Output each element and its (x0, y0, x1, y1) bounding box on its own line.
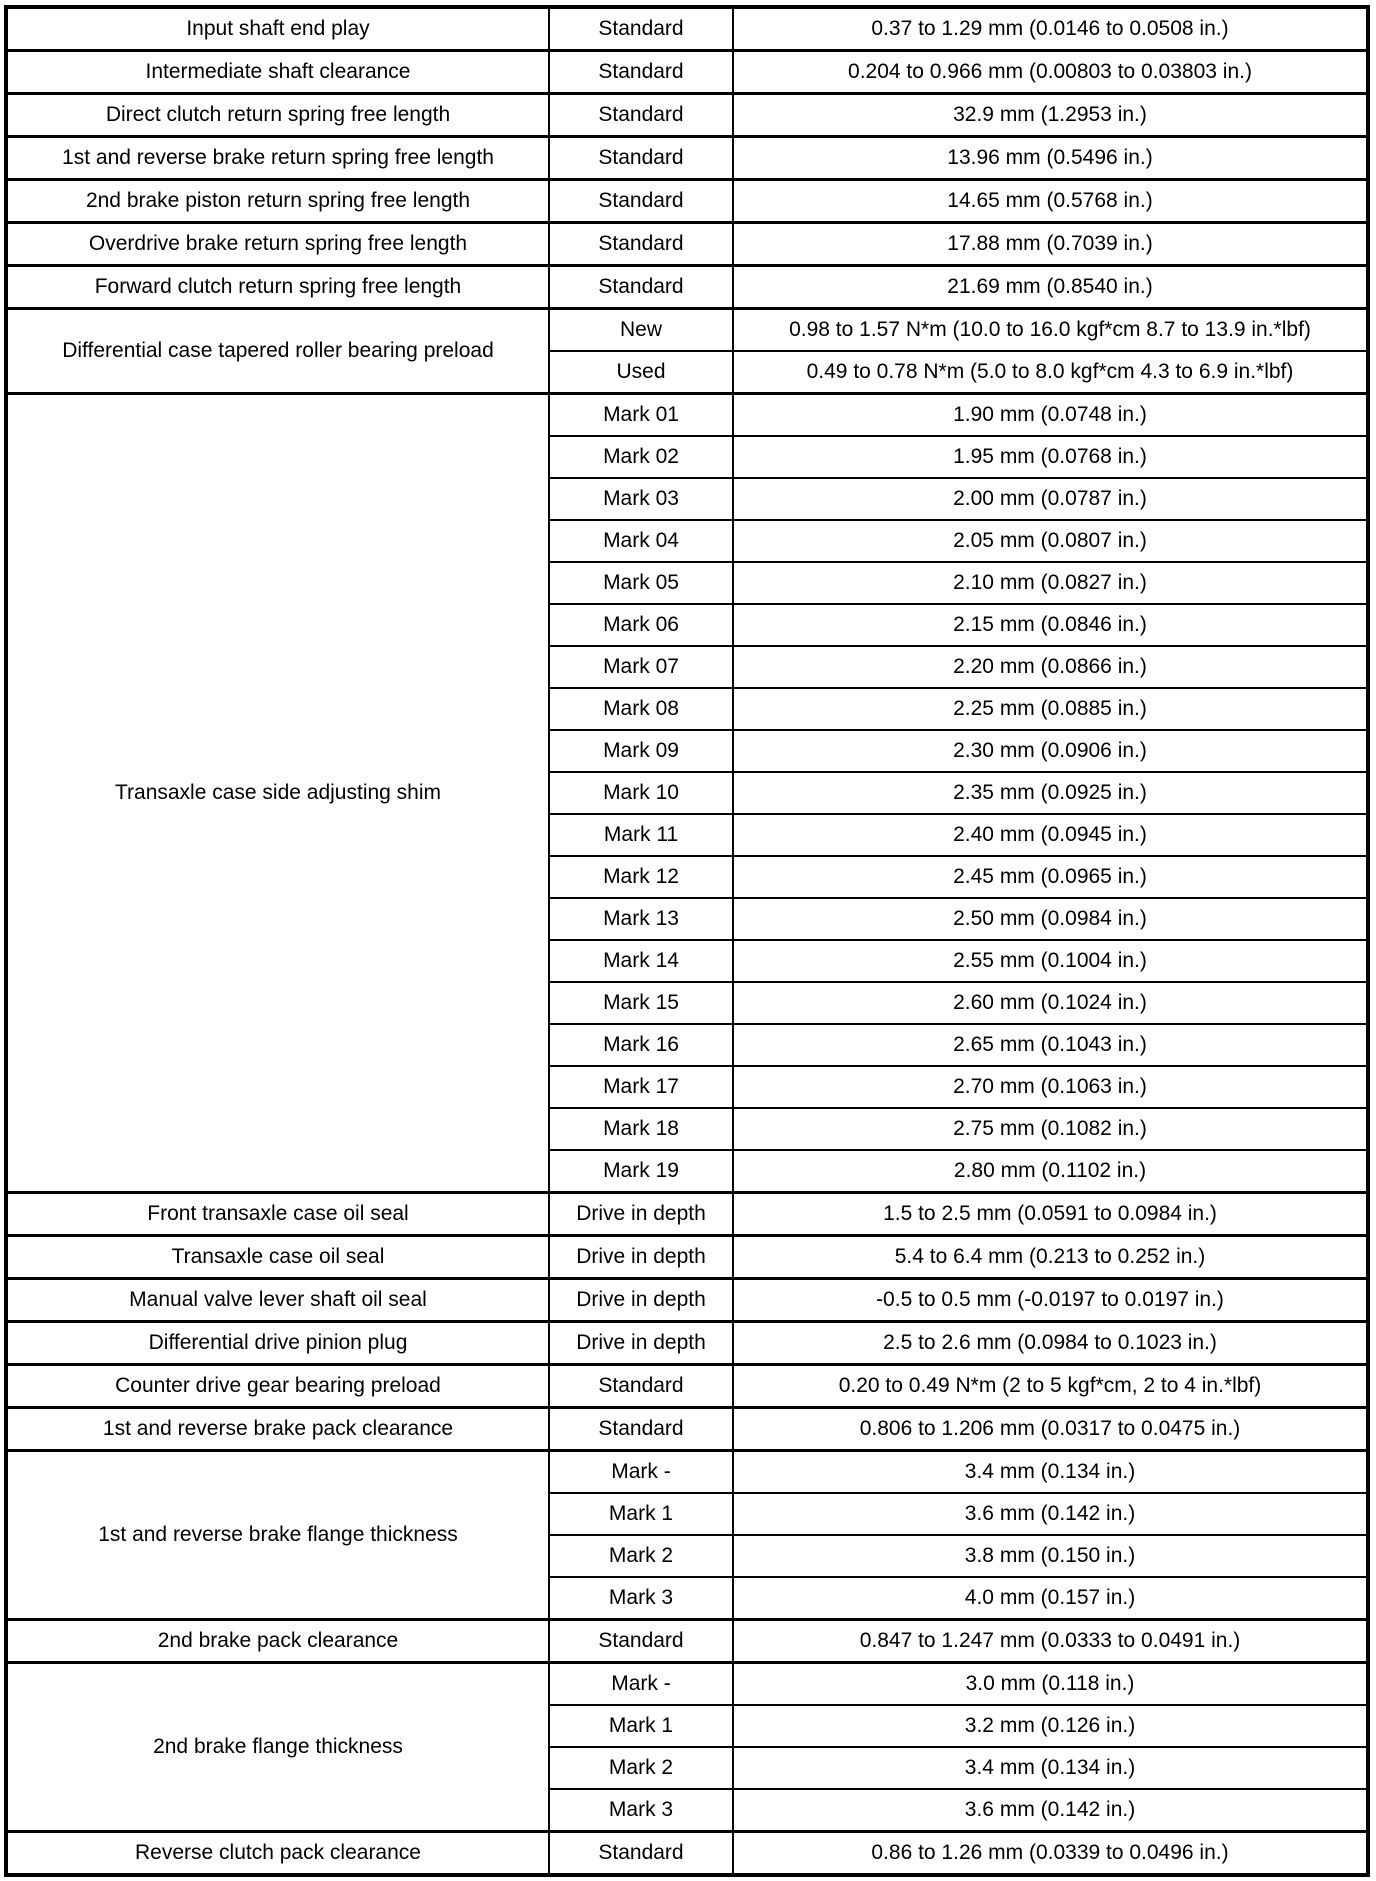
table-row (6, 1236, 1368, 1279)
value-cell: 2.25 mm (0.0885 in.) (733, 688, 1368, 730)
condition-cell: Mark 1 (549, 1705, 733, 1747)
item-cell: Input shaft end play (6, 7, 549, 51)
value-cell: 0.37 to 1.29 mm (0.0146 to 0.0508 in.) (733, 7, 1368, 51)
value-cell: 3.6 mm (0.142 in.) (733, 1789, 1368, 1832)
value-cell: 32.9 mm (1.2953 in.) (733, 94, 1368, 137)
condition-cell: Mark 10 (549, 772, 733, 814)
condition-cell: Mark 04 (549, 520, 733, 562)
table-row (6, 1193, 1368, 1236)
condition-cell: Used (549, 351, 733, 394)
value-cell: 2.40 mm (0.0945 in.) (733, 814, 1368, 856)
value-cell: 1.95 mm (0.0768 in.) (733, 436, 1368, 478)
table-row (6, 51, 1368, 94)
value-cell: 13.96 mm (0.5496 in.) (733, 137, 1368, 180)
value-cell: 0.20 to 0.49 N*m (2 to 5 kgf*cm, 2 to 4 in.*lbf) (733, 1365, 1368, 1408)
item-cell: Forward clutch return spring free length (6, 266, 549, 309)
value-cell: 14.65 mm (0.5768 in.) (733, 180, 1368, 223)
condition-cell: Drive in depth (549, 1236, 733, 1279)
condition-cell: Drive in depth (549, 1279, 733, 1322)
condition-cell: Mark 1 (549, 1493, 733, 1535)
condition-cell: Mark 09 (549, 730, 733, 772)
table-row (6, 1365, 1368, 1408)
condition-cell: Standard (549, 137, 733, 180)
item-cell: Front transaxle case oil seal (6, 1193, 549, 1236)
item-cell: Transaxle case side adjusting shim (6, 394, 549, 1193)
value-cell: 2.35 mm (0.0925 in.) (733, 772, 1368, 814)
condition-cell: Mark 17 (549, 1066, 733, 1108)
condition-cell: Mark 13 (549, 898, 733, 940)
value-cell: 3.4 mm (0.134 in.) (733, 1451, 1368, 1494)
spec-table-body (6, 7, 1368, 1875)
value-cell: 0.806 to 1.206 mm (0.0317 to 0.0475 in.) (733, 1408, 1368, 1451)
condition-cell: Standard (549, 1620, 733, 1663)
item-cell: Transaxle case oil seal (6, 1236, 549, 1279)
value-cell: 1.5 to 2.5 mm (0.0591 to 0.0984 in.) (733, 1193, 1368, 1236)
table-row (6, 180, 1368, 223)
item-cell: 2nd brake flange thickness (6, 1663, 549, 1832)
value-cell: 2.80 mm (0.1102 in.) (733, 1150, 1368, 1193)
item-cell: 1st and reverse brake flange thickness (6, 1451, 549, 1620)
value-cell: 0.86 to 1.26 mm (0.0339 to 0.0496 in.) (733, 1832, 1368, 1876)
value-cell: 2.60 mm (0.1024 in.) (733, 982, 1368, 1024)
value-cell: 3.6 mm (0.142 in.) (733, 1493, 1368, 1535)
table-row (6, 1322, 1368, 1365)
value-cell: 0.204 to 0.966 mm (0.00803 to 0.03803 in.) (733, 51, 1368, 94)
value-cell: 2.00 mm (0.0787 in.) (733, 478, 1368, 520)
value-cell: 2.65 mm (0.1043 in.) (733, 1024, 1368, 1066)
condition-cell: Standard (549, 1408, 733, 1451)
value-cell: 2.10 mm (0.0827 in.) (733, 562, 1368, 604)
item-cell: Differential case tapered roller bearing preload (6, 309, 549, 394)
condition-cell: Standard (549, 94, 733, 137)
table-row (6, 1832, 1368, 1876)
value-cell: 5.4 to 6.4 mm (0.213 to 0.252 in.) (733, 1236, 1368, 1279)
table-row (6, 1451, 1368, 1494)
table-row (6, 309, 1368, 352)
condition-cell: Mark 14 (549, 940, 733, 982)
condition-cell: Mark 07 (549, 646, 733, 688)
value-cell: 3.0 mm (0.118 in.) (733, 1663, 1368, 1706)
value-cell: 0.847 to 1.247 mm (0.0333 to 0.0491 in.) (733, 1620, 1368, 1663)
condition-cell: Mark - (549, 1451, 733, 1494)
table-row (6, 266, 1368, 309)
item-cell: 1st and reverse brake pack clearance (6, 1408, 549, 1451)
value-cell: 2.75 mm (0.1082 in.) (733, 1108, 1368, 1150)
table-row (6, 223, 1368, 266)
item-cell: 2nd brake pack clearance (6, 1620, 549, 1663)
value-cell: 2.15 mm (0.0846 in.) (733, 604, 1368, 646)
value-cell: 1.90 mm (0.0748 in.) (733, 394, 1368, 437)
value-cell: 2.5 to 2.6 mm (0.0984 to 0.1023 in.) (733, 1322, 1368, 1365)
condition-cell: Mark 12 (549, 856, 733, 898)
table-row (6, 1408, 1368, 1451)
condition-cell: Mark 11 (549, 814, 733, 856)
condition-cell: Drive in depth (549, 1322, 733, 1365)
item-cell: Reverse clutch pack clearance (6, 1832, 549, 1876)
value-cell: 0.49 to 0.78 N*m (5.0 to 8.0 kgf*cm 4.3 to 6.9 in.*lbf) (733, 351, 1368, 394)
item-cell: Counter drive gear bearing preload (6, 1365, 549, 1408)
condition-cell: Standard (549, 180, 733, 223)
value-cell: 3.4 mm (0.134 in.) (733, 1747, 1368, 1789)
item-cell: Differential drive pinion plug (6, 1322, 549, 1365)
condition-cell: Mark 2 (549, 1535, 733, 1577)
value-cell: 2.45 mm (0.0965 in.) (733, 856, 1368, 898)
value-cell: -0.5 to 0.5 mm (-0.0197 to 0.0197 in.) (733, 1279, 1368, 1322)
condition-cell: Standard (549, 51, 733, 94)
value-cell: 3.2 mm (0.126 in.) (733, 1705, 1368, 1747)
item-cell: 1st and reverse brake return spring free length (6, 137, 549, 180)
condition-cell: Mark 08 (549, 688, 733, 730)
condition-cell: Mark 02 (549, 436, 733, 478)
value-cell: 2.70 mm (0.1063 in.) (733, 1066, 1368, 1108)
table-row (6, 394, 1368, 437)
value-cell: 2.05 mm (0.0807 in.) (733, 520, 1368, 562)
item-cell: Direct clutch return spring free length (6, 94, 549, 137)
transaxle-spec-table (4, 5, 1370, 1877)
table-row (6, 1620, 1368, 1663)
value-cell: 3.8 mm (0.150 in.) (733, 1535, 1368, 1577)
condition-cell: Mark 03 (549, 478, 733, 520)
condition-cell: Mark 3 (549, 1577, 733, 1620)
item-cell: Manual valve lever shaft oil seal (6, 1279, 549, 1322)
value-cell: 2.55 mm (0.1004 in.) (733, 940, 1368, 982)
item-cell: Intermediate shaft clearance (6, 51, 549, 94)
condition-cell: Mark 06 (549, 604, 733, 646)
value-cell: 4.0 mm (0.157 in.) (733, 1577, 1368, 1620)
condition-cell: Standard (549, 266, 733, 309)
value-cell: 2.20 mm (0.0866 in.) (733, 646, 1368, 688)
table-row (6, 1663, 1368, 1706)
item-cell: Overdrive brake return spring free length (6, 223, 549, 266)
condition-cell: Mark 2 (549, 1747, 733, 1789)
value-cell: 0.98 to 1.57 N*m (10.0 to 16.0 kgf*cm 8.7 to 13.9 in.*lbf) (733, 309, 1368, 352)
condition-cell: Standard (549, 1365, 733, 1408)
condition-cell: Mark 19 (549, 1150, 733, 1193)
condition-cell: Mark - (549, 1663, 733, 1706)
condition-cell: Standard (549, 1832, 733, 1876)
table-row (6, 137, 1368, 180)
value-cell: 21.69 mm (0.8540 in.) (733, 266, 1368, 309)
table-row (6, 1279, 1368, 1322)
table-row (6, 7, 1368, 51)
condition-cell: Mark 01 (549, 394, 733, 437)
condition-cell: New (549, 309, 733, 352)
condition-cell: Drive in depth (549, 1193, 733, 1236)
condition-cell: Mark 16 (549, 1024, 733, 1066)
value-cell: 2.50 mm (0.0984 in.) (733, 898, 1368, 940)
condition-cell: Mark 3 (549, 1789, 733, 1832)
value-cell: 2.30 mm (0.0906 in.) (733, 730, 1368, 772)
condition-cell: Mark 18 (549, 1108, 733, 1150)
condition-cell: Standard (549, 223, 733, 266)
table-row (6, 94, 1368, 137)
item-cell: 2nd brake piston return spring free length (6, 180, 549, 223)
condition-cell: Mark 15 (549, 982, 733, 1024)
condition-cell: Mark 05 (549, 562, 733, 604)
value-cell: 17.88 mm (0.7039 in.) (733, 223, 1368, 266)
condition-cell: Standard (549, 7, 733, 51)
